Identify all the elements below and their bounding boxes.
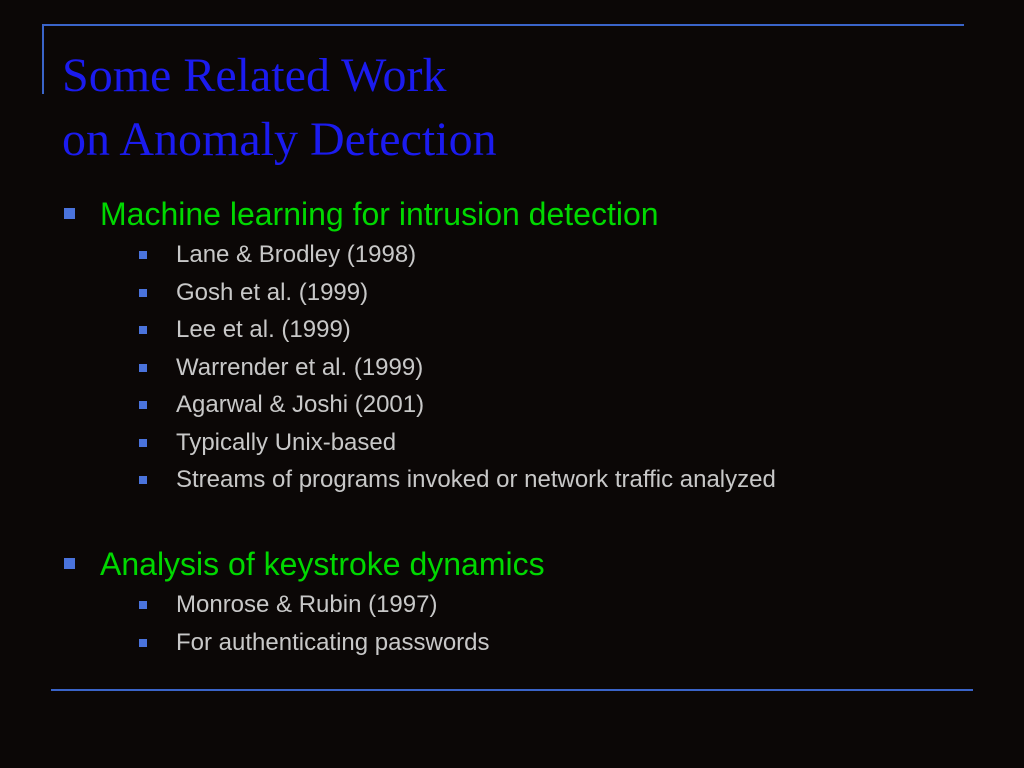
sub-bullet-item <box>0 586 1024 624</box>
sub-bullet-text: Streams of programs invoked or network traffic analyzed <box>176 466 776 493</box>
sub-bullet-text: Warrender et al. (1999) <box>176 353 424 381</box>
sub-bullet-item <box>0 311 1024 349</box>
section-machine-learning <box>0 192 1024 499</box>
sub-bullet-item <box>0 236 1024 274</box>
square-bullet-icon <box>139 364 147 372</box>
bottom-rule <box>51 689 973 691</box>
square-bullet-icon <box>139 439 147 447</box>
square-bullet-icon <box>139 289 147 297</box>
square-bullet-icon <box>139 251 147 259</box>
sub-bullet-item <box>0 624 1024 662</box>
sub-bullet-text: Lane & Brodley (1998) <box>176 241 417 268</box>
slide-title-line-1: Some Related Work <box>62 49 447 102</box>
sub-bullet-text: For authenticating passwords <box>176 628 490 656</box>
square-bullet-icon <box>139 326 147 334</box>
square-bullet-icon <box>64 208 75 219</box>
section-keystroke-dynamics <box>0 542 1024 661</box>
sub-bullet-text: Lee et al. (1999) <box>176 316 351 343</box>
sub-bullet-text: Monrose & Rubin (1997) <box>176 591 438 618</box>
sub-bullet-item <box>0 386 1024 424</box>
top-rule <box>42 24 964 26</box>
sub-bullet-text: Typically Unix-based <box>176 428 397 456</box>
sub-bullet-item <box>0 349 1024 387</box>
left-rule <box>42 24 44 94</box>
square-bullet-icon <box>139 401 147 409</box>
sub-bullet-text: Gosh et al. (1999) <box>176 278 369 306</box>
sub-bullet-text: Agarwal & Joshi (2001) <box>176 391 425 418</box>
bullet-item <box>0 542 1024 586</box>
slide-title-line-2: on Anomaly Detection <box>62 113 497 166</box>
square-bullet-icon <box>139 639 147 647</box>
slide-title <box>62 44 497 172</box>
square-bullet-icon <box>139 601 147 609</box>
bullet-heading: Machine learning for intrusion detection <box>100 196 659 232</box>
square-bullet-icon <box>139 476 147 484</box>
sub-bullet-item <box>0 461 1024 499</box>
sub-bullet-item <box>0 424 1024 462</box>
square-bullet-icon <box>64 558 75 569</box>
sub-bullet-item <box>0 274 1024 312</box>
bullet-item <box>0 192 1024 236</box>
bullet-heading: Analysis of keystroke dynamics <box>100 546 545 582</box>
